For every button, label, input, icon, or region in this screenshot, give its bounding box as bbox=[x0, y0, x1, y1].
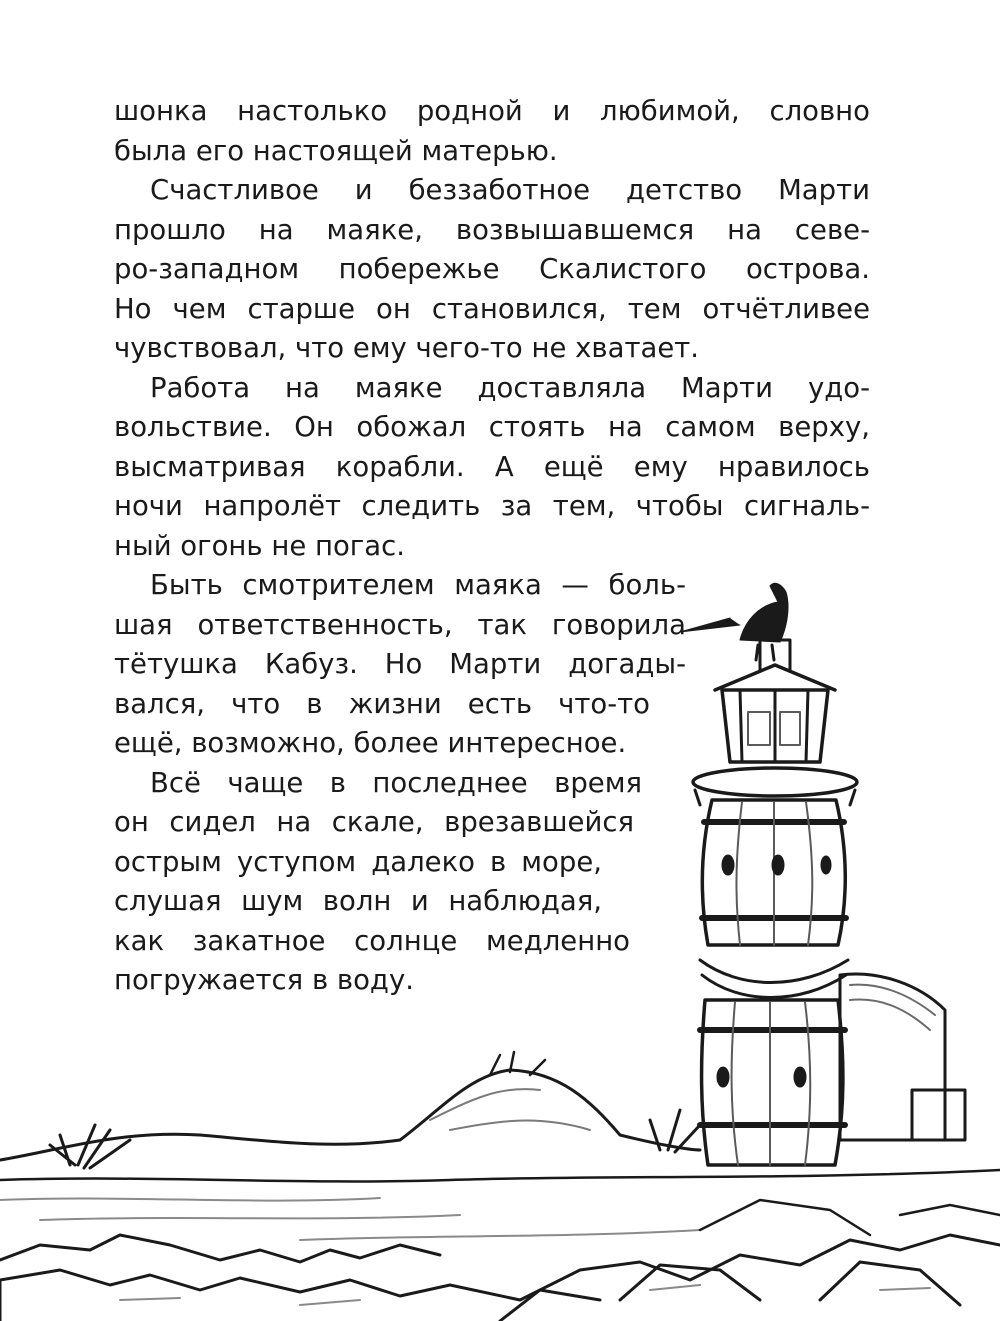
text-line: прошло на маяке, возвышавшемся на севе- bbox=[114, 213, 870, 246]
text-line: шая ответственность, так говорила bbox=[114, 608, 686, 641]
text-line: вольствие. Он обожал стоять на самом верху, bbox=[114, 411, 870, 443]
text-line: Счастливое и беззаботное детство Марти bbox=[150, 174, 870, 206]
text-line: ный огонь не погас. bbox=[114, 529, 405, 562]
text-line: была его настоящей матерью. bbox=[114, 134, 558, 167]
text-line: ещё, возможно, более интересное. bbox=[114, 727, 627, 759]
text-line: чувствовал, что ему чего-то не хватает. bbox=[114, 332, 700, 364]
lighthouse-barrels-illustration-icon bbox=[0, 560, 1000, 1321]
text-line: ночи напролёт следить за тем, чтобы сигналь- bbox=[114, 490, 870, 522]
text-line: он сидел на скале, врезавшейся bbox=[114, 806, 634, 838]
text-line: Всё чаще в последнее время bbox=[150, 766, 642, 799]
text-line: тётушка Кабуз. Но Марти догады- bbox=[114, 648, 686, 680]
text-line: Но чем старше он становился, тем отчётливее bbox=[114, 292, 870, 325]
text-line: острым уступом далеко в море, bbox=[114, 845, 602, 878]
text-line: слушая шум волн и наблюдая, bbox=[114, 885, 602, 917]
text-line: Быть смотрителем маяка — боль- bbox=[150, 569, 686, 601]
text-line: как закатное солнце медленно bbox=[114, 924, 630, 957]
text-line: ро-западном побережье Скалистого острова. bbox=[114, 253, 870, 285]
text-line: высматривая корабли. А ещё ему нравилось bbox=[114, 450, 870, 483]
text-line: вался, что в жизни есть что-то bbox=[114, 687, 650, 720]
text-line: Работа на маяке доставляла Марти удо- bbox=[150, 371, 870, 404]
text-line: погружается в воду. bbox=[114, 964, 414, 996]
text-line: шонка настолько родной и любимой, словно bbox=[114, 95, 870, 127]
